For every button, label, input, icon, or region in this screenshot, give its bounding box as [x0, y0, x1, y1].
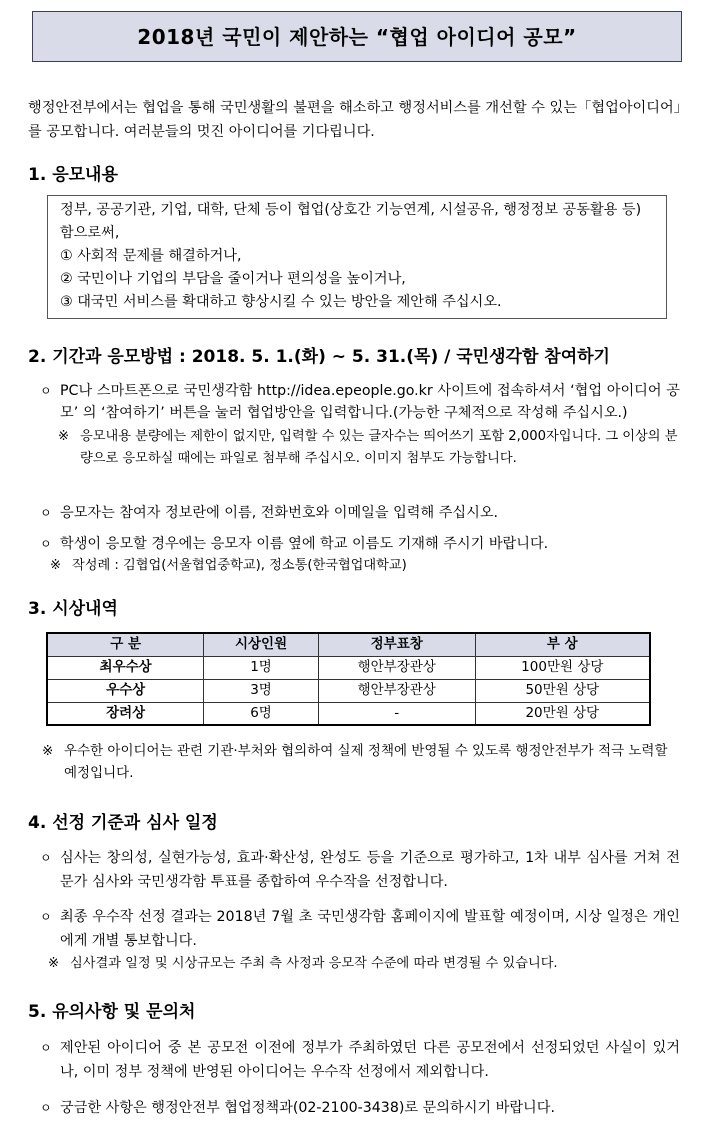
- table-cell: -: [318, 702, 475, 725]
- bullet-icon: ㅇ: [40, 1101, 52, 1115]
- table-cell: 행안부장관상: [318, 679, 475, 702]
- col-header-category: 구 분: [47, 633, 204, 656]
- bullet-icon: ㅇ: [40, 851, 52, 865]
- table-cell: 행안부장관상: [318, 656, 475, 679]
- method-bullet-3: [40, 533, 680, 577]
- entry-content-item-1: ① 사회적 문제를 해결하거나,: [60, 248, 242, 264]
- method-text-1: PC나 스마트폰으로 국민생각함 http://idea.epeople.go.kr 사이트에 접속하셔서 ‘협업 아이디어 공모’ 의 ‘참여하기’ 버튼을 눌러 협업방안을 입력합니다.(가능한 구체적으로 작성해 주십시오.): [60, 383, 680, 421]
- bullet-icon: ㅇ: [40, 537, 52, 551]
- table-row: [47, 702, 650, 725]
- awards-table: [46, 632, 651, 726]
- criteria-bullet-1: [40, 846, 680, 894]
- criteria-text-2: 최종 우수작 선정 결과는 2018년 7월 초 국민생각함 홈페이지에 발표할 예정이며, 시상 일정은 개인에게 개별 통보합니다.: [60, 909, 680, 949]
- table-cell: 우수상: [47, 679, 204, 702]
- bullet-icon: ㅇ: [40, 384, 52, 398]
- bullet-icon: ㅇ: [40, 1041, 52, 1055]
- page-title: 2018년 국민이 제안하는 “협업 아이디어 공모”: [32, 11, 682, 62]
- criteria-bullet-2: [40, 905, 680, 975]
- awards-note: [42, 740, 682, 784]
- method-note-1: 응모내용 분량에는 제한이 없지만, 입력할 수 있는 글자수는 띄어쓰기 포함 2,000자입니다. 그 이상의 분량으로 응모하실 때에는 파일로 첨부해 주십시오. 이미지 첨부도 가능합니다.: [80, 429, 678, 466]
- entry-content-box: [47, 195, 667, 319]
- bullet-icon: ㅇ: [40, 506, 52, 520]
- method-text-3: 학생이 응모할 경우에는 응모자 이름 옆에 학교 이름도 기재해 주시기 바랍니다.: [60, 536, 549, 552]
- table-cell: 1명: [204, 656, 319, 679]
- note-mark-icon: ※: [48, 956, 60, 971]
- entry-content-item-3: ③ 대국민 서비스를 확대하고 향상시킬 수 있는 방안을 제안해 주십시오.: [60, 294, 502, 310]
- section-1-heading: 1. 응모내용: [28, 165, 118, 185]
- section-5-heading: 5. 유의사항 및 문의처: [28, 1002, 196, 1022]
- note-mark-icon: ※: [42, 743, 54, 759]
- method-text-2: 응모자는 참여자 정보란에 이름, 전화번호와 이메일을 입력해 주십시오.: [60, 505, 499, 521]
- bullet-icon: ㅇ: [40, 910, 52, 924]
- col-header-award: 정부표창: [318, 633, 475, 656]
- criteria-note: 심사결과 일정 및 시상규모는 주최 측 사정과 응모작 수준에 따라 변경될 수 있습니다.: [70, 956, 558, 971]
- table-row: [47, 679, 650, 702]
- col-header-prize: 부 상: [475, 633, 650, 656]
- table-header-row: [47, 633, 650, 656]
- method-bullet-1: [40, 380, 680, 470]
- table-cell: 6명: [204, 702, 319, 725]
- section-2-heading: 2. 기간과 응모방법 : 2018. 5. 1.(화) ~ 5. 31.(목) / 국민생각함 참여하기: [28, 347, 610, 367]
- awards-note-text: 우수한 아이디어는 관련 기관·부처와 협의하여 실제 정책에 반영될 수 있도록 행정안전부가 적극 노력할 예정입니다.: [64, 743, 668, 781]
- table-cell: 3명: [204, 679, 319, 702]
- table-cell: 최우수상: [47, 656, 204, 679]
- intro-paragraph: 행정안전부에서는 협업을 통해 국민생활의 불편을 해소하고 행정서비스를 개선할 수 있는「협업아이디어」를 공모합니다. 여러분들의 멋진 아이디어를 기다립니다.: [28, 100, 688, 140]
- table-cell: 20만원 상당: [475, 702, 650, 725]
- note-mark-icon: ※: [58, 429, 70, 444]
- notice-text-1: 제안된 아이디어 중 본 공모전 이전에 정부가 주최하였던 다른 공모전에서 선정되었던 사실이 있거나, 이미 정부 정책에 반영된 아이디어는 우수작 선정에서 제외합니다.: [60, 1040, 680, 1080]
- col-header-count: 시상인원: [204, 633, 319, 656]
- entry-content-line: 정부, 공공기관, 기업, 대학, 단체 등이 협업(상호간 기능연계, 시설공유, 행정정보 공동활용 등)함으로써,: [60, 202, 642, 241]
- table-cell: 50만원 상당: [475, 679, 650, 702]
- criteria-text-1: 심사는 창의성, 실현가능성, 효과·확산성, 완성도 등을 기준으로 평가하고, 1차 내부 심사를 거쳐 전문가 심사와 국민생각함 투표를 종합하여 우수작을 선정합니다.: [60, 850, 680, 890]
- method-note-3: 작성례 : 김협업(서울협업중학교), 정소통(한국협업대학교): [72, 558, 407, 573]
- contact-text: 궁금한 사항은 행정안전부 협업정책과(02-2100-3438)로 문의하시기 바랍니다.: [60, 1100, 555, 1116]
- note-mark-icon: ※: [50, 558, 62, 573]
- table-row: [47, 656, 650, 679]
- table-cell: 100만원 상당: [475, 656, 650, 679]
- method-bullet-2: [40, 502, 680, 524]
- table-cell: 장려상: [47, 702, 204, 725]
- section-3-heading: 3. 시상내역: [28, 599, 118, 619]
- notice-bullet-2: [40, 1096, 680, 1120]
- notice-bullet-1: [40, 1036, 680, 1084]
- entry-content-item-2: ② 국민이나 기업의 부담을 줄이거나 편의성을 높이거나,: [60, 271, 406, 287]
- section-4-heading: 4. 선정 기준과 심사 일정: [28, 813, 218, 833]
